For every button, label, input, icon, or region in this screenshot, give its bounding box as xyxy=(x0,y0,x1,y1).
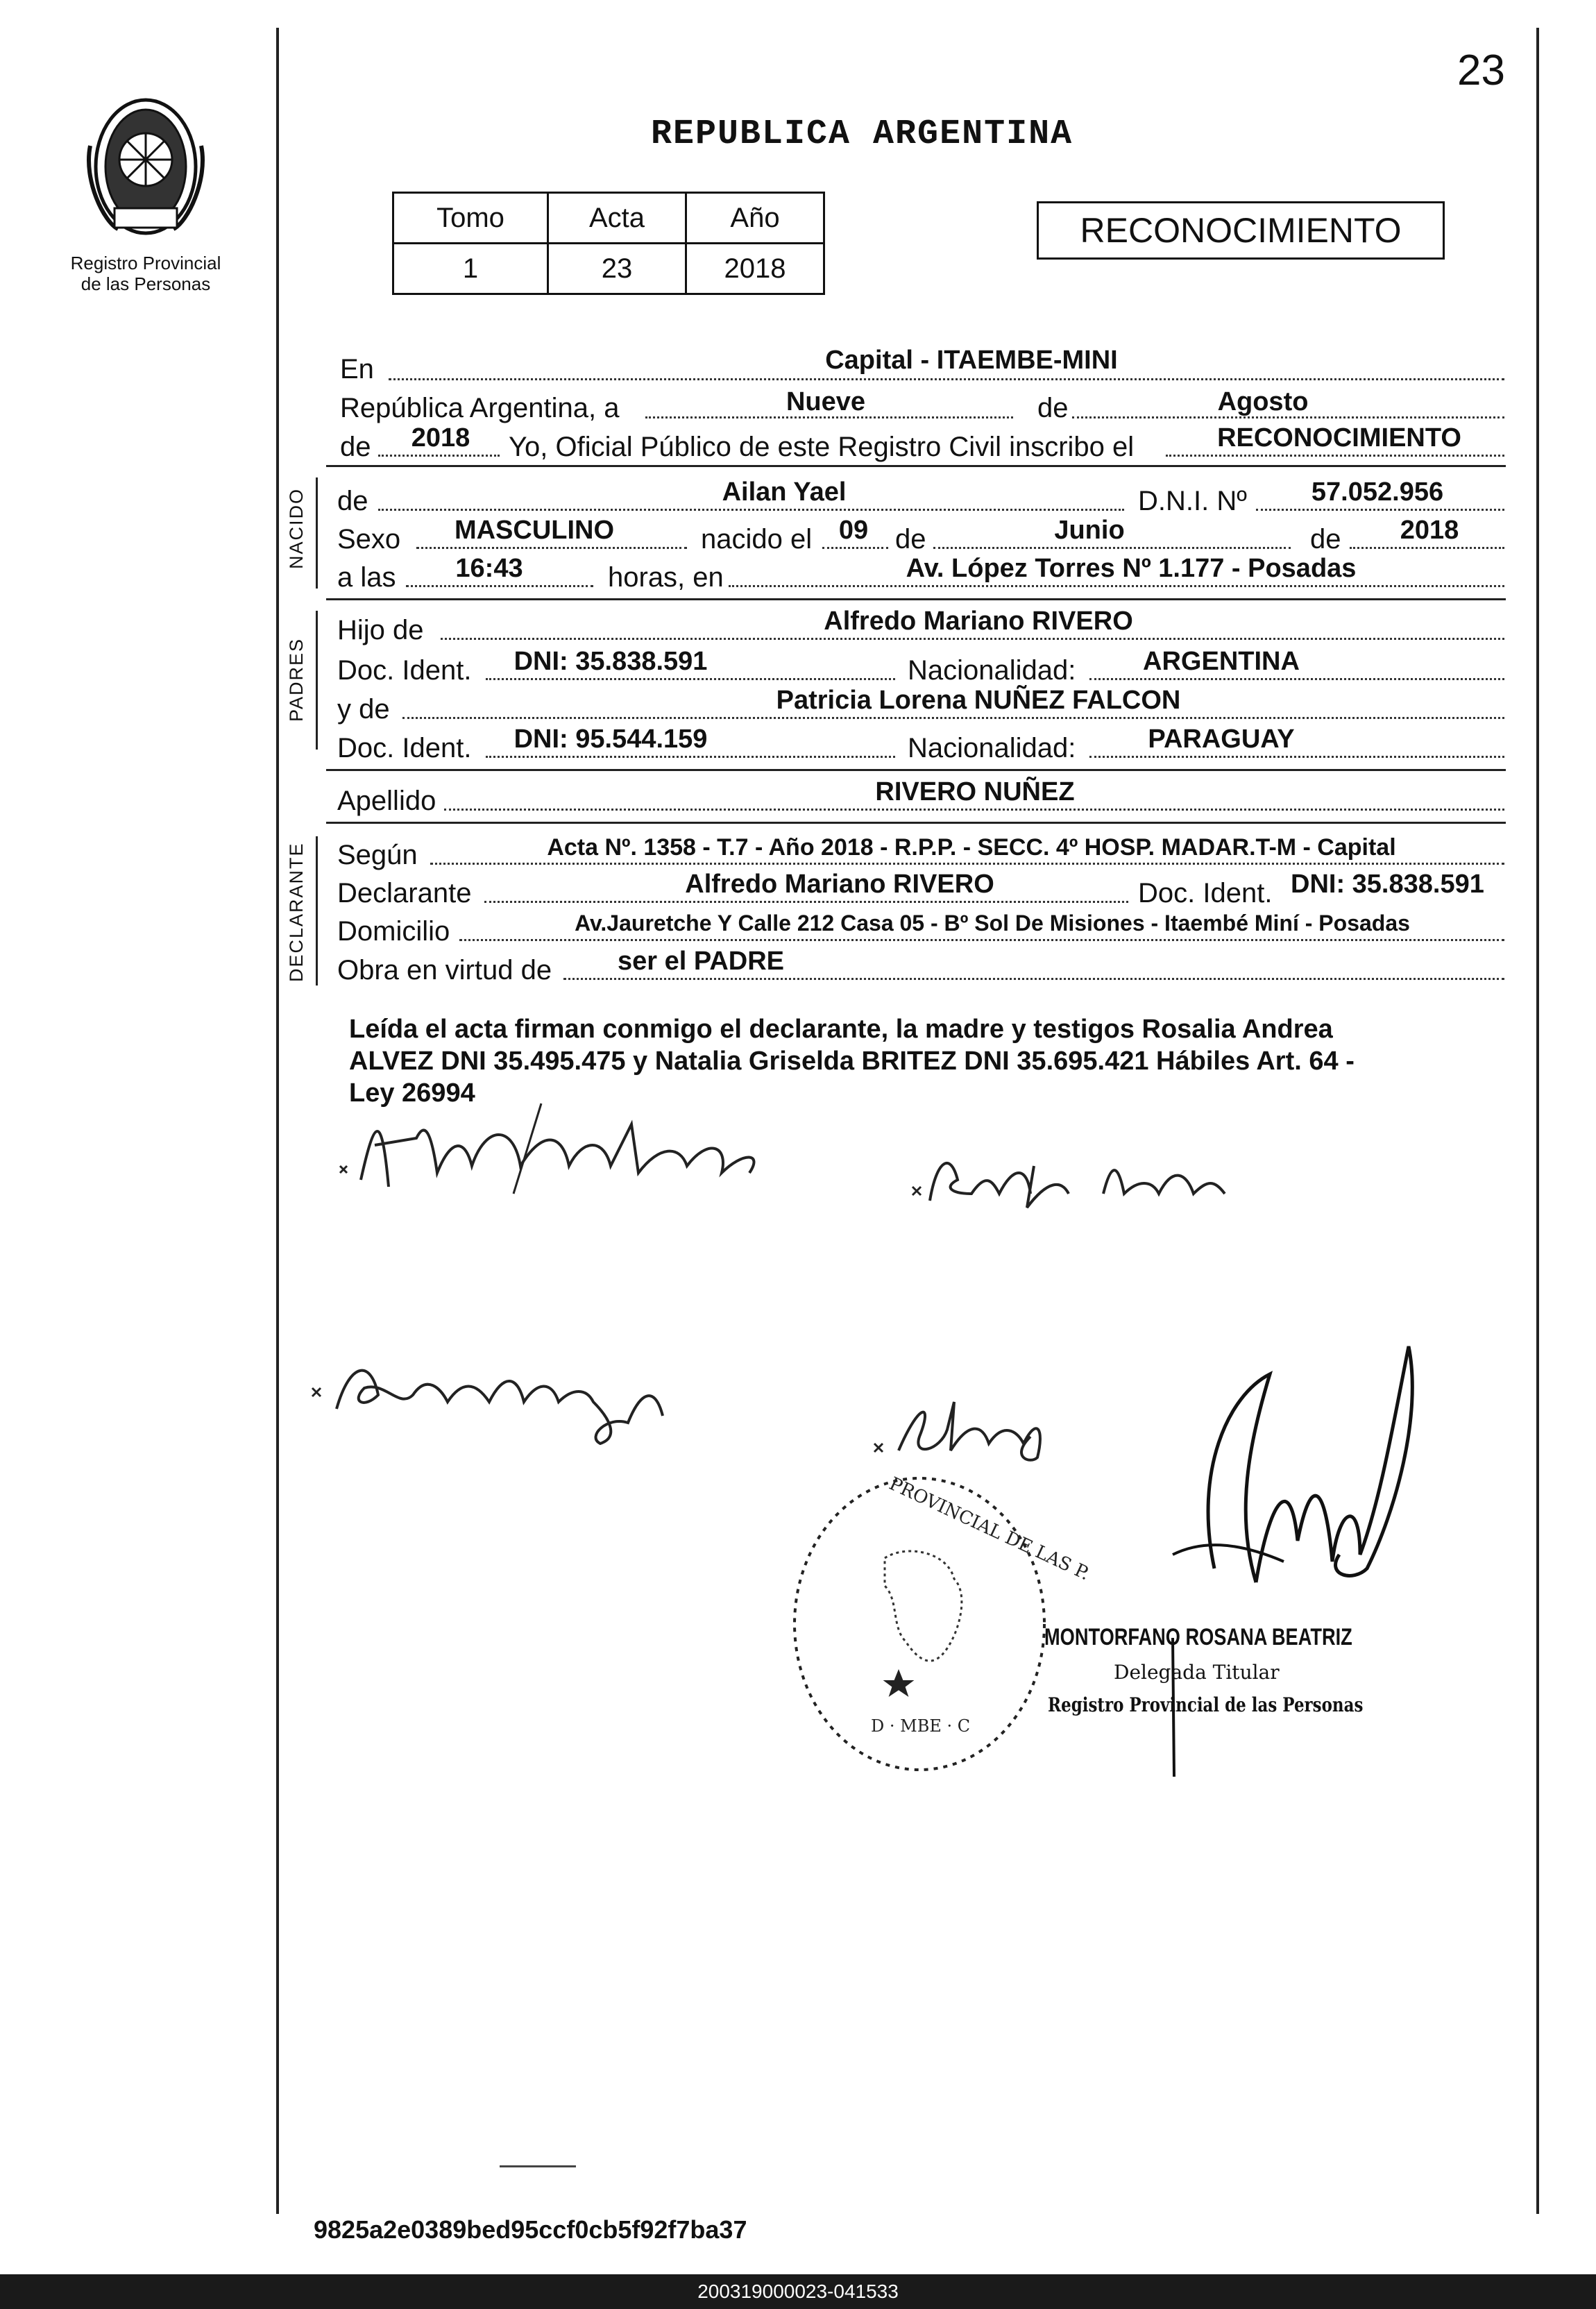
dots-en xyxy=(389,378,1504,380)
dots-birth-day xyxy=(822,547,888,549)
dots-obra xyxy=(563,978,1504,980)
dots-father xyxy=(441,638,1504,640)
child-name: Ailan Yael xyxy=(722,477,847,507)
divider-4 xyxy=(326,822,1506,824)
divider-1 xyxy=(326,465,1506,467)
label-republica: República Argentina, a xyxy=(340,393,620,423)
obra-value: ser el PADRE xyxy=(617,947,785,976)
anio-header: Año xyxy=(686,193,824,244)
label-birth-de2: de xyxy=(1310,524,1341,555)
section-label-declarante: DECLARANTE xyxy=(286,842,307,982)
father-name: Alfredo Mariano RIVERO xyxy=(824,607,1133,636)
official-org: Registro Provincial de las Personas xyxy=(1048,1693,1364,1716)
act-value: RECONOCIMIENTO xyxy=(1217,423,1461,453)
official-name: MONTORFANO ROSANA BEATRIZ xyxy=(1044,1624,1352,1650)
label-decl-doc: Doc. Ident. xyxy=(1138,878,1273,908)
signature-father xyxy=(333,1097,777,1201)
label-horas-en: horas, en xyxy=(608,562,724,593)
label-y-de: y de xyxy=(337,694,390,725)
signature-witness-2 xyxy=(871,1388,1051,1464)
dots-birth-place xyxy=(729,585,1504,587)
bracket-padres xyxy=(316,611,318,750)
label-dni: D.N.I. Nº xyxy=(1138,486,1247,516)
bracket-nacido xyxy=(316,477,318,589)
child-sexo: MASCULINO xyxy=(454,516,615,545)
label-de-year: de xyxy=(340,432,371,462)
birth-month: Junio xyxy=(1054,516,1125,545)
label-nacido-de: de xyxy=(337,486,368,516)
dots-domicilio xyxy=(459,939,1504,941)
province-logo xyxy=(76,90,215,250)
closing-line-1: Leída el acta firman conmigo el declarante, la madre y testigos Rosalia Andrea xyxy=(349,1015,1333,1044)
dots-mother-nat xyxy=(1089,756,1504,758)
dots-year xyxy=(378,455,500,457)
section-label-nacido: NACIDO xyxy=(286,487,307,569)
dots-declarante xyxy=(484,901,1128,903)
acta-header: Acta xyxy=(548,193,686,244)
bracket-declarante xyxy=(316,836,318,986)
dots-father-doc xyxy=(486,678,895,680)
date-year: 2018 xyxy=(411,423,470,453)
place-value: Capital - ITAEMBE-MINI xyxy=(825,346,1118,375)
divider-3 xyxy=(326,769,1506,771)
mother-name: Patricia Lorena NUÑEZ FALCON xyxy=(776,686,1181,715)
signature-mother xyxy=(309,1346,670,1450)
tomo-value: 1 xyxy=(393,244,548,294)
dots-birth-month xyxy=(933,547,1291,549)
document-hash: 9825a2e0389bed95ccf0cb5f92f7ba37 xyxy=(314,2215,747,2244)
mother-nationality: PARAGUAY xyxy=(1148,725,1295,754)
logo-caption xyxy=(42,253,250,295)
left-margin-line xyxy=(276,28,279,2214)
official-role: Delegada Titular xyxy=(1114,1661,1280,1684)
right-margin-line xyxy=(1536,28,1539,2214)
anio-value: 2018 xyxy=(686,244,824,294)
declarante-name: Alfredo Mariano RIVERO xyxy=(685,870,994,899)
label-hijo-de: Hijo de xyxy=(337,615,424,645)
label-obra: Obra en virtud de xyxy=(337,955,552,986)
dots-name xyxy=(378,509,1124,511)
signature-witness-britez xyxy=(909,1138,1235,1215)
page-number: 23 xyxy=(1457,46,1505,94)
father-doc: DNI: 35.838.591 xyxy=(513,647,708,676)
label-nac-father: Nacionalidad: xyxy=(908,655,1076,686)
bottom-scribble xyxy=(500,2165,576,2167)
logo-caption-line2: de las Personas xyxy=(80,273,211,294)
dots-sexo xyxy=(416,547,687,549)
official-seal xyxy=(781,1468,1093,1780)
label-domicilio: Domicilio xyxy=(337,916,450,947)
label-birth-de: de xyxy=(895,524,926,555)
label-de-month: de xyxy=(1037,393,1069,423)
dots-month xyxy=(1072,416,1504,418)
section-label-padres: PADRES xyxy=(286,637,307,722)
label-inscribo: Yo, Oficial Público de este Registro Civil inscribo el xyxy=(509,432,1135,462)
acta-value: 23 xyxy=(548,244,686,294)
date-day: Nueve xyxy=(786,387,866,416)
tomo-header: Tomo xyxy=(393,193,548,244)
dots-mother xyxy=(402,717,1504,719)
label-doc-father: Doc. Ident. xyxy=(337,655,472,686)
closing-text xyxy=(349,1013,1515,1109)
closing-line-2: ALVEZ DNI 35.495.475 y Natalia Griselda BRITEZ DNI 35.695.421 Hábiles Art. 64 - xyxy=(349,1047,1355,1076)
label-sexo: Sexo xyxy=(337,524,401,555)
label-segun: Según xyxy=(337,840,418,870)
svg-text:D · MBE · C: D · MBE · C xyxy=(871,1716,971,1736)
document-type-box xyxy=(1037,201,1445,260)
birth-year: 2018 xyxy=(1400,516,1459,545)
label-nac-mother: Nacionalidad: xyxy=(908,733,1076,763)
dots-time xyxy=(406,585,593,587)
label-apellido: Apellido xyxy=(337,786,436,816)
label-a-las: a las xyxy=(337,562,396,593)
logo-caption-line1: Registro Provincial xyxy=(70,253,221,273)
dots-father-nat xyxy=(1089,678,1504,680)
dots-mother-doc xyxy=(486,756,895,758)
label-nacido-el: nacido el xyxy=(701,524,813,555)
footer-id: 200319000023-041533 xyxy=(697,2281,899,2302)
label-doc-mother: Doc. Ident. xyxy=(337,733,472,763)
dots-act xyxy=(1166,455,1504,457)
dots-segun xyxy=(430,863,1504,865)
child-dni: 57.052.956 xyxy=(1311,477,1444,507)
document-title: REPUBLICA ARGENTINA xyxy=(651,115,1073,154)
closing-line-3: Ley 26994 xyxy=(349,1079,475,1108)
footer-id-bar xyxy=(0,2274,1596,2309)
svg-text:PROVINCIAL DE LAS P.: PROVINCIAL DE LAS P. xyxy=(885,1473,1093,1585)
mother-doc: DNI: 95.544.159 xyxy=(513,725,708,754)
father-nationality: ARGENTINA xyxy=(1143,647,1300,676)
dots-apellido xyxy=(444,809,1504,811)
birth-place: Av. López Torres Nº 1.177 - Posadas xyxy=(906,554,1357,583)
date-month: Agosto xyxy=(1217,387,1309,416)
declarante-doc: DNI: 35.838.591 xyxy=(1291,870,1484,899)
domicilio-value: Av.Jauretche Y Calle 212 Casa 05 - Bº Sol De Misiones - Itaembé Miní - Posadas xyxy=(575,911,1410,936)
label-declarante: Declarante xyxy=(337,878,472,908)
dots-day xyxy=(645,416,1013,418)
surname-value: RIVERO NUÑEZ xyxy=(875,777,1075,806)
label-en: En xyxy=(340,354,374,384)
divider-2 xyxy=(326,598,1506,600)
birth-time: 16:43 xyxy=(455,554,523,583)
dots-dni xyxy=(1256,509,1504,511)
birth-day: 09 xyxy=(838,516,869,545)
record-table xyxy=(392,192,825,295)
dots-birth-year xyxy=(1350,547,1504,549)
segun-value: Acta Nº. 1358 - T.7 - Año 2018 - R.P.P. - SECC. 4º HOSP. MADAR.T-M - Capital xyxy=(547,834,1396,861)
document-type: RECONOCIMIENTO xyxy=(1080,211,1402,250)
